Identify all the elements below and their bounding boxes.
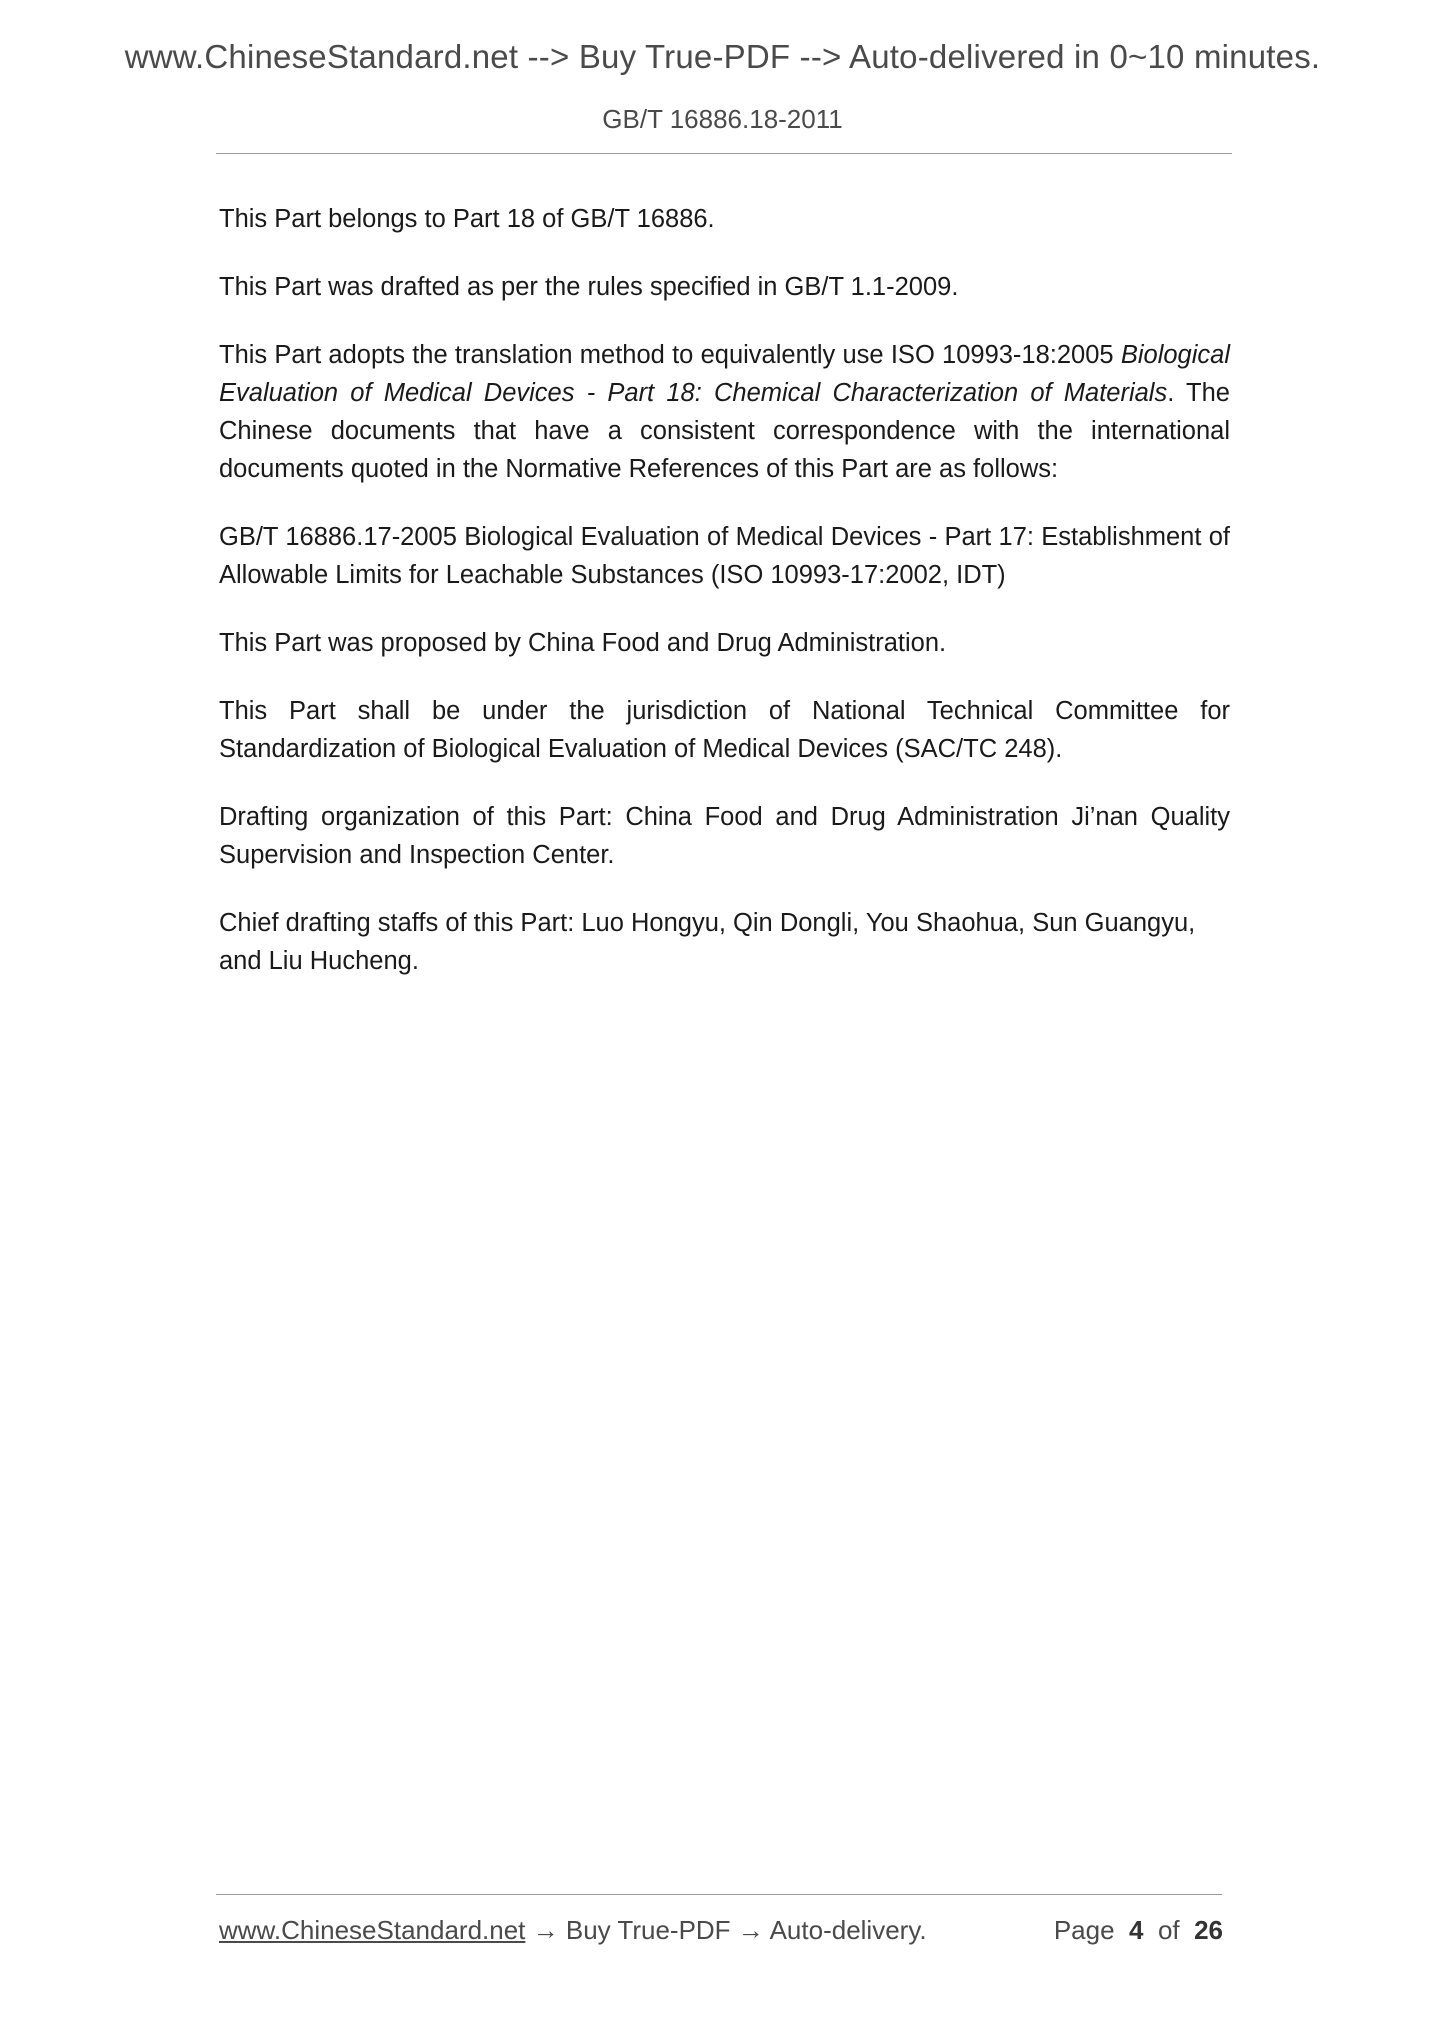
- paragraph-normative-reference: GB/T 16886.17-2005 Biological Evaluation of Medical Devices - Part 17: Establishment of Allowable Limits for Leachable Substances (ISO 10993-17:2002, IDT): [219, 523, 1230, 589]
- paragraph-adoption: [219, 336, 1230, 488]
- arrow-right-icon: →: [730, 1915, 770, 1945]
- page-label: Page: [1053, 1915, 1115, 1945]
- adoption-lead: This Part adopts the translation method to equivalently use ISO 10993-18:2005: [219, 341, 1121, 369]
- adopted-standard-title: Biological Evaluation of Medical Devices - Part 18: Chemical Characterization of Materials: [219, 341, 1230, 407]
- adoption-tail: . The Chinese documents that have a consistent correspondence with the international documents quoted in the Normative References of this Part are as follows:: [219, 379, 1230, 483]
- of-label: of: [1157, 1915, 1180, 1945]
- arrow-right-icon: →: [525, 1915, 566, 1945]
- paragraph-drafting-rules: This Part was drafted as per the rules specified in GB/T 1.1-2009.: [219, 273, 959, 301]
- current-page: 4: [1129, 1915, 1144, 1945]
- paragraph-part-belongs: This Part belongs to Part 18 of GB/T 16886.: [219, 205, 715, 233]
- auto-delivery-text: Auto-delivery.: [769, 1915, 927, 1945]
- paragraph-jurisdiction: This Part shall be under the jurisdiction of National Technical Committee for Standardization of Biological Evaluation of Medical Devices (SAC/TC 248).: [219, 697, 1230, 763]
- header-divider: [216, 153, 1232, 154]
- site-link[interactable]: www.ChineseStandard.net: [219, 1915, 526, 1945]
- footer-divider: [216, 1894, 1222, 1895]
- paragraph-proposed-by: This Part was proposed by China Food and Drug Administration.: [219, 629, 947, 657]
- paragraph-drafting-organization: Drafting organization of this Part: China Food and Drug Administration Ji’nan Quality Supervision and Inspection Center.: [219, 803, 1230, 869]
- document-body: [219, 200, 1230, 1010]
- footer-links: [219, 1915, 927, 1946]
- buy-true-pdf-text: Buy True-PDF: [565, 1915, 731, 1945]
- total-pages: 26: [1194, 1915, 1223, 1945]
- paragraph-drafting-staff: Chief drafting staffs of this Part: Luo Hongyu, Qin Dongli, You Shaohua, Sun Guangyu, and Liu Hucheng.: [219, 909, 1196, 975]
- top-banner: www.ChineseStandard.net --> Buy True-PDF --> Auto-delivered in 0~10 minutes.: [124, 38, 1321, 75]
- standard-code: GB/T 16886.18-2011: [602, 104, 843, 134]
- page-number: [1054, 1915, 1223, 1946]
